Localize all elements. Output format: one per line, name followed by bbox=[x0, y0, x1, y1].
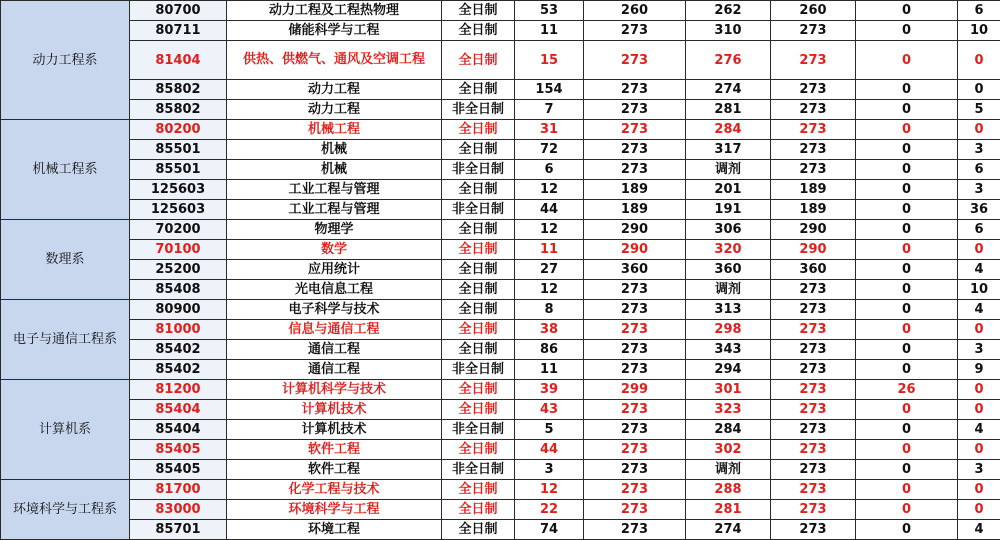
count-b-cell: 0 bbox=[856, 240, 958, 260]
study-type-cell: 全日制 bbox=[442, 320, 515, 340]
score-c-cell: 273 bbox=[771, 440, 856, 460]
count-b-cell: 0 bbox=[856, 340, 958, 360]
count-a-cell: 154 bbox=[515, 80, 584, 100]
study-type-cell: 全日制 bbox=[442, 1, 515, 21]
count-b-cell: 0 bbox=[856, 500, 958, 520]
score-b-cell: 调剂 bbox=[686, 460, 771, 480]
study-type-cell: 全日制 bbox=[442, 120, 515, 140]
count-a-cell: 11 bbox=[515, 21, 584, 41]
score-a-cell: 299 bbox=[584, 380, 686, 400]
major-name-cell: 物理学 bbox=[227, 220, 442, 240]
score-b-cell: 343 bbox=[686, 340, 771, 360]
count-c-cell: 0 bbox=[958, 120, 1000, 140]
major-name-cell: 软件工程 bbox=[227, 440, 442, 460]
major-code-cell: 70100 bbox=[130, 240, 227, 260]
count-a-cell: 43 bbox=[515, 400, 584, 420]
score-b-cell: 284 bbox=[686, 120, 771, 140]
major-code-cell: 80900 bbox=[130, 300, 227, 320]
study-type-cell: 非全日制 bbox=[442, 200, 515, 220]
count-a-cell: 44 bbox=[515, 200, 584, 220]
score-a-cell: 273 bbox=[584, 160, 686, 180]
major-name-cell: 动力工程 bbox=[227, 80, 442, 100]
department-cell: 环境科学与工程系 bbox=[1, 480, 130, 540]
table-row bbox=[1, 41, 1000, 80]
count-b-cell: 0 bbox=[856, 420, 958, 440]
count-b-cell: 0 bbox=[856, 480, 958, 500]
count-b-cell: 0 bbox=[856, 280, 958, 300]
score-a-cell: 273 bbox=[584, 460, 686, 480]
study-type-cell: 全日制 bbox=[442, 300, 515, 320]
count-c-cell: 0 bbox=[958, 320, 1000, 340]
count-b-cell: 0 bbox=[856, 80, 958, 100]
table-row bbox=[1, 320, 1000, 340]
score-c-cell: 273 bbox=[771, 420, 856, 440]
score-c-cell: 273 bbox=[771, 280, 856, 300]
score-b-cell: 310 bbox=[686, 21, 771, 41]
score-a-cell: 260 bbox=[584, 1, 686, 21]
score-c-cell: 273 bbox=[771, 520, 856, 540]
table-row bbox=[1, 140, 1000, 160]
count-a-cell: 12 bbox=[515, 280, 584, 300]
table-row bbox=[1, 420, 1000, 440]
major-name-cell: 计算机技术 bbox=[227, 420, 442, 440]
count-b-cell: 0 bbox=[856, 180, 958, 200]
count-a-cell: 44 bbox=[515, 440, 584, 460]
table-row bbox=[1, 500, 1000, 520]
major-name-cell: 计算机科学与技术 bbox=[227, 380, 442, 400]
count-a-cell: 11 bbox=[515, 240, 584, 260]
table-body bbox=[1, 1, 1000, 540]
count-b-cell: 0 bbox=[856, 140, 958, 160]
score-a-cell: 273 bbox=[584, 41, 686, 80]
count-c-cell: 6 bbox=[958, 220, 1000, 240]
count-a-cell: 7 bbox=[515, 100, 584, 120]
major-code-cell: 70200 bbox=[130, 220, 227, 240]
score-c-cell: 273 bbox=[771, 160, 856, 180]
major-name-cell: 计算机技术 bbox=[227, 400, 442, 420]
major-name-cell: 供热、供燃气、通风及空调工程 bbox=[227, 41, 442, 80]
study-type-cell: 全日制 bbox=[442, 500, 515, 520]
count-c-cell: 0 bbox=[958, 41, 1000, 80]
count-b-cell: 0 bbox=[856, 400, 958, 420]
count-c-cell: 10 bbox=[958, 280, 1000, 300]
score-b-cell: 301 bbox=[686, 380, 771, 400]
department-cell: 动力工程系 bbox=[1, 1, 130, 120]
score-a-cell: 189 bbox=[584, 200, 686, 220]
study-type-cell: 全日制 bbox=[442, 180, 515, 200]
study-type-cell: 全日制 bbox=[442, 280, 515, 300]
major-code-cell: 125603 bbox=[130, 180, 227, 200]
count-c-cell: 9 bbox=[958, 360, 1000, 380]
count-a-cell: 8 bbox=[515, 300, 584, 320]
score-b-cell: 201 bbox=[686, 180, 771, 200]
department-cell: 计算机系 bbox=[1, 380, 130, 480]
major-code-cell: 80711 bbox=[130, 21, 227, 41]
count-c-cell: 4 bbox=[958, 300, 1000, 320]
major-code-cell: 81404 bbox=[130, 41, 227, 80]
score-c-cell: 273 bbox=[771, 360, 856, 380]
major-code-cell: 85501 bbox=[130, 140, 227, 160]
major-name-cell: 动力工程 bbox=[227, 100, 442, 120]
count-b-cell: 26 bbox=[856, 380, 958, 400]
score-a-cell: 273 bbox=[584, 520, 686, 540]
major-name-cell: 化学工程与技术 bbox=[227, 480, 442, 500]
major-name-cell: 动力工程及工程热物理 bbox=[227, 1, 442, 21]
major-name-cell: 应用统计 bbox=[227, 260, 442, 280]
score-b-cell: 调剂 bbox=[686, 280, 771, 300]
count-b-cell: 0 bbox=[856, 160, 958, 180]
score-c-cell: 273 bbox=[771, 480, 856, 500]
score-a-cell: 273 bbox=[584, 21, 686, 41]
count-c-cell: 0 bbox=[958, 240, 1000, 260]
score-b-cell: 调剂 bbox=[686, 160, 771, 180]
department-cell: 数理系 bbox=[1, 220, 130, 300]
count-a-cell: 12 bbox=[515, 180, 584, 200]
count-a-cell: 3 bbox=[515, 460, 584, 480]
count-b-cell: 0 bbox=[856, 300, 958, 320]
table-row bbox=[1, 260, 1000, 280]
score-b-cell: 274 bbox=[686, 80, 771, 100]
table-row bbox=[1, 1, 1000, 21]
study-type-cell: 非全日制 bbox=[442, 100, 515, 120]
table-row bbox=[1, 520, 1000, 540]
score-b-cell: 284 bbox=[686, 420, 771, 440]
count-a-cell: 72 bbox=[515, 140, 584, 160]
count-a-cell: 6 bbox=[515, 160, 584, 180]
table-row bbox=[1, 460, 1000, 480]
table-row bbox=[1, 21, 1000, 41]
major-name-cell: 机械工程 bbox=[227, 120, 442, 140]
score-c-cell: 273 bbox=[771, 320, 856, 340]
major-code-cell: 25200 bbox=[130, 260, 227, 280]
count-b-cell: 0 bbox=[856, 440, 958, 460]
study-type-cell: 全日制 bbox=[442, 240, 515, 260]
count-c-cell: 4 bbox=[958, 520, 1000, 540]
count-a-cell: 5 bbox=[515, 420, 584, 440]
score-a-cell: 273 bbox=[584, 300, 686, 320]
study-type-cell: 全日制 bbox=[442, 340, 515, 360]
major-name-cell: 通信工程 bbox=[227, 360, 442, 380]
table-row bbox=[1, 80, 1000, 100]
major-name-cell: 软件工程 bbox=[227, 460, 442, 480]
major-code-cell: 85402 bbox=[130, 360, 227, 380]
score-c-cell: 273 bbox=[771, 380, 856, 400]
score-a-cell: 273 bbox=[584, 340, 686, 360]
major-name-cell: 工业工程与管理 bbox=[227, 180, 442, 200]
major-name-cell: 信息与通信工程 bbox=[227, 320, 442, 340]
study-type-cell: 全日制 bbox=[442, 220, 515, 240]
score-b-cell: 262 bbox=[686, 1, 771, 21]
score-b-cell: 306 bbox=[686, 220, 771, 240]
score-c-cell: 273 bbox=[771, 340, 856, 360]
score-c-cell: 360 bbox=[771, 260, 856, 280]
major-code-cell: 85802 bbox=[130, 80, 227, 100]
count-c-cell: 0 bbox=[958, 440, 1000, 460]
count-b-cell: 0 bbox=[856, 320, 958, 340]
major-code-cell: 81700 bbox=[130, 480, 227, 500]
table-row bbox=[1, 180, 1000, 200]
major-code-cell: 85405 bbox=[130, 460, 227, 480]
score-c-cell: 290 bbox=[771, 220, 856, 240]
study-type-cell: 全日制 bbox=[442, 440, 515, 460]
score-a-cell: 273 bbox=[584, 140, 686, 160]
score-b-cell: 320 bbox=[686, 240, 771, 260]
score-c-cell: 273 bbox=[771, 300, 856, 320]
major-name-cell: 通信工程 bbox=[227, 340, 442, 360]
study-type-cell: 全日制 bbox=[442, 80, 515, 100]
major-name-cell: 储能科学与工程 bbox=[227, 21, 442, 41]
table-row bbox=[1, 440, 1000, 460]
count-c-cell: 0 bbox=[958, 380, 1000, 400]
major-code-cell: 85404 bbox=[130, 420, 227, 440]
score-c-cell: 260 bbox=[771, 1, 856, 21]
major-code-cell: 85501 bbox=[130, 160, 227, 180]
score-a-cell: 290 bbox=[584, 220, 686, 240]
table-row bbox=[1, 300, 1000, 320]
score-b-cell: 276 bbox=[686, 41, 771, 80]
score-b-cell: 323 bbox=[686, 400, 771, 420]
table-row bbox=[1, 400, 1000, 420]
study-type-cell: 非全日制 bbox=[442, 360, 515, 380]
major-code-cell: 80200 bbox=[130, 120, 227, 140]
count-a-cell: 12 bbox=[515, 480, 584, 500]
count-b-cell: 0 bbox=[856, 520, 958, 540]
count-b-cell: 0 bbox=[856, 460, 958, 480]
count-a-cell: 39 bbox=[515, 380, 584, 400]
count-b-cell: 0 bbox=[856, 220, 958, 240]
count-a-cell: 38 bbox=[515, 320, 584, 340]
study-type-cell: 全日制 bbox=[442, 380, 515, 400]
major-name-cell: 工业工程与管理 bbox=[227, 200, 442, 220]
major-code-cell: 81000 bbox=[130, 320, 227, 340]
major-name-cell: 环境工程 bbox=[227, 520, 442, 540]
study-type-cell: 全日制 bbox=[442, 140, 515, 160]
count-b-cell: 0 bbox=[856, 100, 958, 120]
score-a-cell: 189 bbox=[584, 180, 686, 200]
count-b-cell: 0 bbox=[856, 360, 958, 380]
major-code-cell: 85802 bbox=[130, 100, 227, 120]
score-c-cell: 189 bbox=[771, 180, 856, 200]
study-type-cell: 全日制 bbox=[442, 480, 515, 500]
score-c-cell: 273 bbox=[771, 140, 856, 160]
score-c-cell: 273 bbox=[771, 460, 856, 480]
count-c-cell: 4 bbox=[958, 420, 1000, 440]
count-a-cell: 11 bbox=[515, 360, 584, 380]
score-a-cell: 273 bbox=[584, 480, 686, 500]
major-code-cell: 81200 bbox=[130, 380, 227, 400]
count-b-cell: 0 bbox=[856, 200, 958, 220]
table-row bbox=[1, 160, 1000, 180]
count-a-cell: 12 bbox=[515, 220, 584, 240]
count-c-cell: 3 bbox=[958, 180, 1000, 200]
table-row bbox=[1, 120, 1000, 140]
count-c-cell: 4 bbox=[958, 260, 1000, 280]
count-c-cell: 3 bbox=[958, 460, 1000, 480]
score-c-cell: 273 bbox=[771, 80, 856, 100]
major-code-cell: 80700 bbox=[130, 1, 227, 21]
score-b-cell: 191 bbox=[686, 200, 771, 220]
count-a-cell: 74 bbox=[515, 520, 584, 540]
score-b-cell: 298 bbox=[686, 320, 771, 340]
count-b-cell: 0 bbox=[856, 120, 958, 140]
score-c-cell: 273 bbox=[771, 500, 856, 520]
count-c-cell: 36 bbox=[958, 200, 1000, 220]
table-row bbox=[1, 360, 1000, 380]
major-code-cell: 85408 bbox=[130, 280, 227, 300]
score-a-cell: 273 bbox=[584, 420, 686, 440]
study-type-cell: 全日制 bbox=[442, 520, 515, 540]
score-a-cell: 273 bbox=[584, 120, 686, 140]
major-code-cell: 85405 bbox=[130, 440, 227, 460]
table-row bbox=[1, 340, 1000, 360]
count-b-cell: 0 bbox=[856, 260, 958, 280]
count-c-cell: 0 bbox=[958, 500, 1000, 520]
count-b-cell: 0 bbox=[856, 41, 958, 80]
score-c-cell: 189 bbox=[771, 200, 856, 220]
count-a-cell: 27 bbox=[515, 260, 584, 280]
count-b-cell: 0 bbox=[856, 1, 958, 21]
study-type-cell: 全日制 bbox=[442, 21, 515, 41]
study-type-cell: 全日制 bbox=[442, 41, 515, 80]
score-c-cell: 273 bbox=[771, 41, 856, 80]
score-a-cell: 290 bbox=[584, 240, 686, 260]
score-a-cell: 273 bbox=[584, 320, 686, 340]
study-type-cell: 全日制 bbox=[442, 400, 515, 420]
score-c-cell: 273 bbox=[771, 21, 856, 41]
score-b-cell: 294 bbox=[686, 360, 771, 380]
major-name-cell: 环境科学与工程 bbox=[227, 500, 442, 520]
count-c-cell: 10 bbox=[958, 21, 1000, 41]
department-cell: 机械工程系 bbox=[1, 120, 130, 220]
score-b-cell: 313 bbox=[686, 300, 771, 320]
score-a-cell: 273 bbox=[584, 500, 686, 520]
major-name-cell: 光电信息工程 bbox=[227, 280, 442, 300]
count-c-cell: 0 bbox=[958, 400, 1000, 420]
table-row bbox=[1, 280, 1000, 300]
table-row bbox=[1, 200, 1000, 220]
count-b-cell: 0 bbox=[856, 21, 958, 41]
major-name-cell: 机械 bbox=[227, 160, 442, 180]
major-code-cell: 85402 bbox=[130, 340, 227, 360]
table-row bbox=[1, 220, 1000, 240]
major-name-cell: 数学 bbox=[227, 240, 442, 260]
study-type-cell: 非全日制 bbox=[442, 160, 515, 180]
major-name-cell: 电子科学与技术 bbox=[227, 300, 442, 320]
count-a-cell: 53 bbox=[515, 1, 584, 21]
score-b-cell: 317 bbox=[686, 140, 771, 160]
score-b-cell: 360 bbox=[686, 260, 771, 280]
score-a-cell: 273 bbox=[584, 100, 686, 120]
study-type-cell: 非全日制 bbox=[442, 460, 515, 480]
count-c-cell: 6 bbox=[958, 1, 1000, 21]
count-c-cell: 0 bbox=[958, 80, 1000, 100]
major-code-cell: 125603 bbox=[130, 200, 227, 220]
score-c-cell: 273 bbox=[771, 120, 856, 140]
score-a-cell: 273 bbox=[584, 400, 686, 420]
count-a-cell: 86 bbox=[515, 340, 584, 360]
count-c-cell: 5 bbox=[958, 100, 1000, 120]
score-b-cell: 288 bbox=[686, 480, 771, 500]
study-type-cell: 非全日制 bbox=[442, 420, 515, 440]
study-type-cell: 全日制 bbox=[442, 260, 515, 280]
score-b-cell: 302 bbox=[686, 440, 771, 460]
count-c-cell: 3 bbox=[958, 340, 1000, 360]
major-code-cell: 85701 bbox=[130, 520, 227, 540]
table-row bbox=[1, 240, 1000, 260]
score-c-cell: 273 bbox=[771, 400, 856, 420]
department-cell: 电子与通信工程系 bbox=[1, 300, 130, 380]
score-c-cell: 290 bbox=[771, 240, 856, 260]
score-a-cell: 273 bbox=[584, 360, 686, 380]
major-code-cell: 83000 bbox=[130, 500, 227, 520]
score-a-cell: 273 bbox=[584, 280, 686, 300]
count-c-cell: 3 bbox=[958, 140, 1000, 160]
count-a-cell: 22 bbox=[515, 500, 584, 520]
table-row bbox=[1, 380, 1000, 400]
count-a-cell: 31 bbox=[515, 120, 584, 140]
score-b-cell: 281 bbox=[686, 500, 771, 520]
count-c-cell: 0 bbox=[958, 480, 1000, 500]
score-c-cell: 273 bbox=[771, 100, 856, 120]
major-code-cell: 85404 bbox=[130, 400, 227, 420]
table-row bbox=[1, 480, 1000, 500]
count-a-cell: 15 bbox=[515, 41, 584, 80]
score-b-cell: 274 bbox=[686, 520, 771, 540]
table-row bbox=[1, 100, 1000, 120]
score-a-cell: 360 bbox=[584, 260, 686, 280]
major-name-cell: 机械 bbox=[227, 140, 442, 160]
score-a-cell: 273 bbox=[584, 80, 686, 100]
score-a-cell: 273 bbox=[584, 440, 686, 460]
score-b-cell: 281 bbox=[686, 100, 771, 120]
count-c-cell: 6 bbox=[958, 160, 1000, 180]
